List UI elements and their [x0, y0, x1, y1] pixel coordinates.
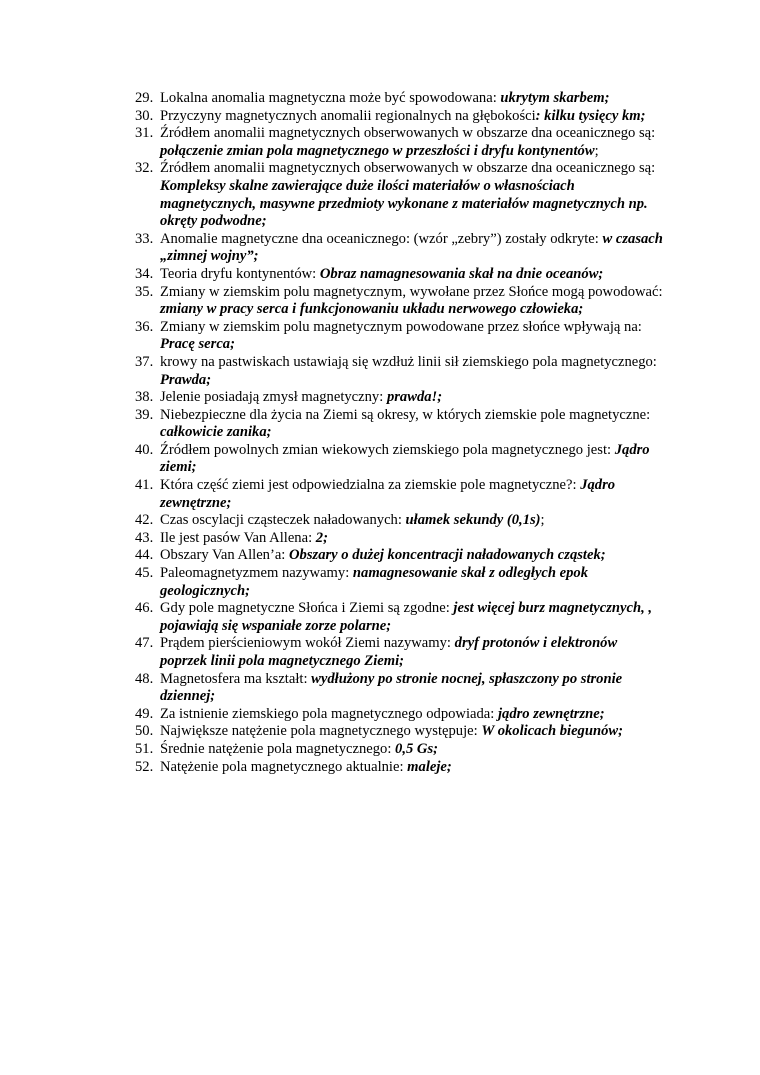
- question-list: [0, 90, 760, 776]
- item-number: 29.: [135, 90, 154, 106]
- answer-text: namagnesowanie skał z odległych epok geologicznych;: [160, 565, 589, 599]
- answer-text: 2;: [315, 529, 328, 546]
- trailing-text: ;: [540, 512, 545, 529]
- question-text: Średnie natężenie pola magnetycznego:: [160, 740, 396, 757]
- item-number: 39.: [135, 406, 154, 423]
- list-item: [0, 90, 665, 108]
- answer-text: 0,5 Gs;: [395, 740, 439, 757]
- question-text: Teoria dryfu kontynentów:: [160, 265, 320, 282]
- question-text: Anomalie magnetyczne dna oceanicznego: (wzór „zebry”) zostały odkryte:: [160, 230, 603, 247]
- answer-text: Obraz namagnesowania skał na dnie oceanów;: [319, 265, 604, 282]
- item-number: 31.: [135, 125, 154, 142]
- list-item: [0, 565, 665, 600]
- item-number: 49.: [135, 705, 154, 722]
- list-item: [0, 266, 665, 284]
- item-number: 36.: [135, 318, 154, 335]
- question-text: krowy na pastwiskach ustawiają się wzdłuż linii sił ziemskiego pola magnetycznego:: [160, 353, 657, 370]
- item-number: 30.: [135, 107, 154, 124]
- question-text: Zmiany w ziemskim polu magnetycznym powodowane przez słońce wpływają na:: [160, 318, 642, 335]
- item-number: 37.: [135, 353, 154, 370]
- list-item: [0, 284, 665, 319]
- question-text: Obszary Van Allen’a:: [160, 547, 290, 564]
- item-number: 51.: [135, 740, 154, 757]
- item-number: 45.: [135, 565, 154, 582]
- answer-text: zmiany w pracy serca i funkcjonowaniu układu nerwowego człowieka;: [160, 301, 584, 318]
- list-item: [0, 354, 665, 389]
- answer-text: dryf protonów i elektronów poprzek linii pola magnetycznego Ziemi;: [160, 635, 618, 669]
- item-number: 41.: [135, 477, 154, 494]
- answer-text: Kompleksy skalne zawierające duże ilości materiałów o własnościach magnetycznych, masywne przedmioty wykonane z materiałów magnetycznych np. okręty podwodne;: [160, 177, 648, 230]
- question-text: Gdy pole magnetyczne Słońca i Ziemi są zgodne:: [160, 600, 454, 617]
- answer-text: : kilku tysięcy km;: [535, 107, 646, 124]
- list-item: [0, 160, 665, 230]
- item-number: 47.: [135, 635, 154, 652]
- question-text: Paleomagnetyzmem nazywamy:: [160, 565, 353, 582]
- question-text: Źródłem powolnych zmian wiekowych ziemskiego pola magnetycznego jest:: [160, 441, 615, 458]
- list-item: [0, 231, 665, 266]
- list-item: [0, 108, 665, 126]
- item-number: 35.: [135, 283, 154, 300]
- question-text: Ile jest pasów Van Allena:: [160, 529, 316, 546]
- answer-text: Pracę serca;: [160, 336, 235, 353]
- answer-text: w czasach „zimnej wojny”;: [160, 230, 663, 265]
- list-item: [0, 600, 665, 635]
- question-text: Zmiany w ziemskim polu magnetycznym, wywołane przez Słońce mogą powodować:: [160, 283, 663, 300]
- list-item: [0, 477, 665, 512]
- question-text: Magnetosfera ma kształt:: [160, 670, 312, 687]
- question-text: Lokalna anomalia magnetyczna może być spowodowana:: [160, 90, 501, 106]
- item-number: 34.: [135, 265, 154, 282]
- question-text: Czas oscylacji cząsteczek naładowanych:: [160, 512, 406, 529]
- question-text: Przyczyny magnetycznych anomalii regionalnych na głębokości: [160, 107, 536, 124]
- question-text: Niebezpieczne dla życia na Ziemi są okresy, w których ziemskie pole magnetyczne:: [160, 406, 651, 423]
- question-text: Jelenie posiadają zmysł magnetyczny:: [160, 389, 387, 406]
- list-item: [0, 741, 665, 759]
- item-number: 52.: [135, 758, 154, 775]
- answer-text: Jądro ziemi;: [160, 441, 650, 476]
- item-number: 48.: [135, 670, 154, 687]
- list-item: [0, 389, 665, 407]
- item-number: 43.: [135, 529, 154, 546]
- item-number: 33.: [135, 230, 154, 247]
- list-item: [0, 512, 665, 530]
- answer-text: ułamek sekundy (0,1s): [405, 512, 541, 529]
- answer-text: prawda!;: [386, 389, 443, 406]
- list-item: [0, 407, 665, 442]
- question-text: Za istnienie ziemskiego pola magnetycznego odpowiada:: [160, 705, 498, 722]
- item-number: 46.: [135, 600, 154, 617]
- answer-text: Obszary o dużej koncentracji naładowanych cząstek;: [289, 547, 606, 564]
- item-number: 40.: [135, 441, 154, 458]
- trailing-text: ;: [594, 142, 599, 159]
- item-number: 50.: [135, 723, 154, 740]
- question-text: Prądem pierścieniowym wokół Ziemi nazywamy:: [160, 635, 455, 652]
- answer-text: maleje;: [407, 758, 452, 775]
- question-text: Źródłem anomalii magnetycznych obserwowanych w obszarze dna oceanicznego są:: [160, 125, 656, 142]
- question-text: Źródłem anomalii magnetycznych obserwowanych w obszarze dna oceanicznego są:: [160, 160, 656, 177]
- answer-text: jest więcej burz magnetycznych, , pojawiają się wspaniałe zorze polarne;: [160, 600, 653, 634]
- answer-text: całkowicie zanika;: [160, 424, 272, 441]
- answer-text: Prawda;: [160, 371, 212, 388]
- list-item: [0, 706, 665, 724]
- answer-text: połączenie zmian pola magnetycznego w przeszłości i dryfu kontynentów: [160, 142, 595, 159]
- answer-text: ukrytym skarbem;: [500, 90, 610, 106]
- answer-text: Jądro zewnętrzne;: [160, 477, 616, 511]
- list-item: [0, 547, 665, 565]
- answer-text: jądro zewnętrzne;: [497, 705, 605, 722]
- answer-text: wydłużony po stronie nocnej, spłaszczony po stronie dziennej;: [160, 670, 623, 705]
- question-text: Natężenie pola magnetycznego aktualnie:: [160, 758, 408, 775]
- list-item: [0, 635, 665, 670]
- answer-text: W okolicach biegunów;: [481, 723, 623, 740]
- list-item: [0, 319, 665, 354]
- list-item: [0, 530, 665, 548]
- list-item: [0, 125, 665, 160]
- item-number: 32.: [135, 160, 154, 177]
- question-text: Największe natężenie pola magnetycznego występuje:: [160, 723, 482, 740]
- list-item: [0, 442, 665, 477]
- list-item: [0, 723, 665, 741]
- item-number: 38.: [135, 389, 154, 406]
- list-item: [0, 671, 665, 706]
- item-number: 42.: [135, 512, 154, 529]
- item-number: 44.: [135, 547, 154, 564]
- question-text: Która część ziemi jest odpowiedzialna za ziemskie pole magnetyczne?:: [160, 477, 581, 494]
- list-item: [0, 759, 665, 777]
